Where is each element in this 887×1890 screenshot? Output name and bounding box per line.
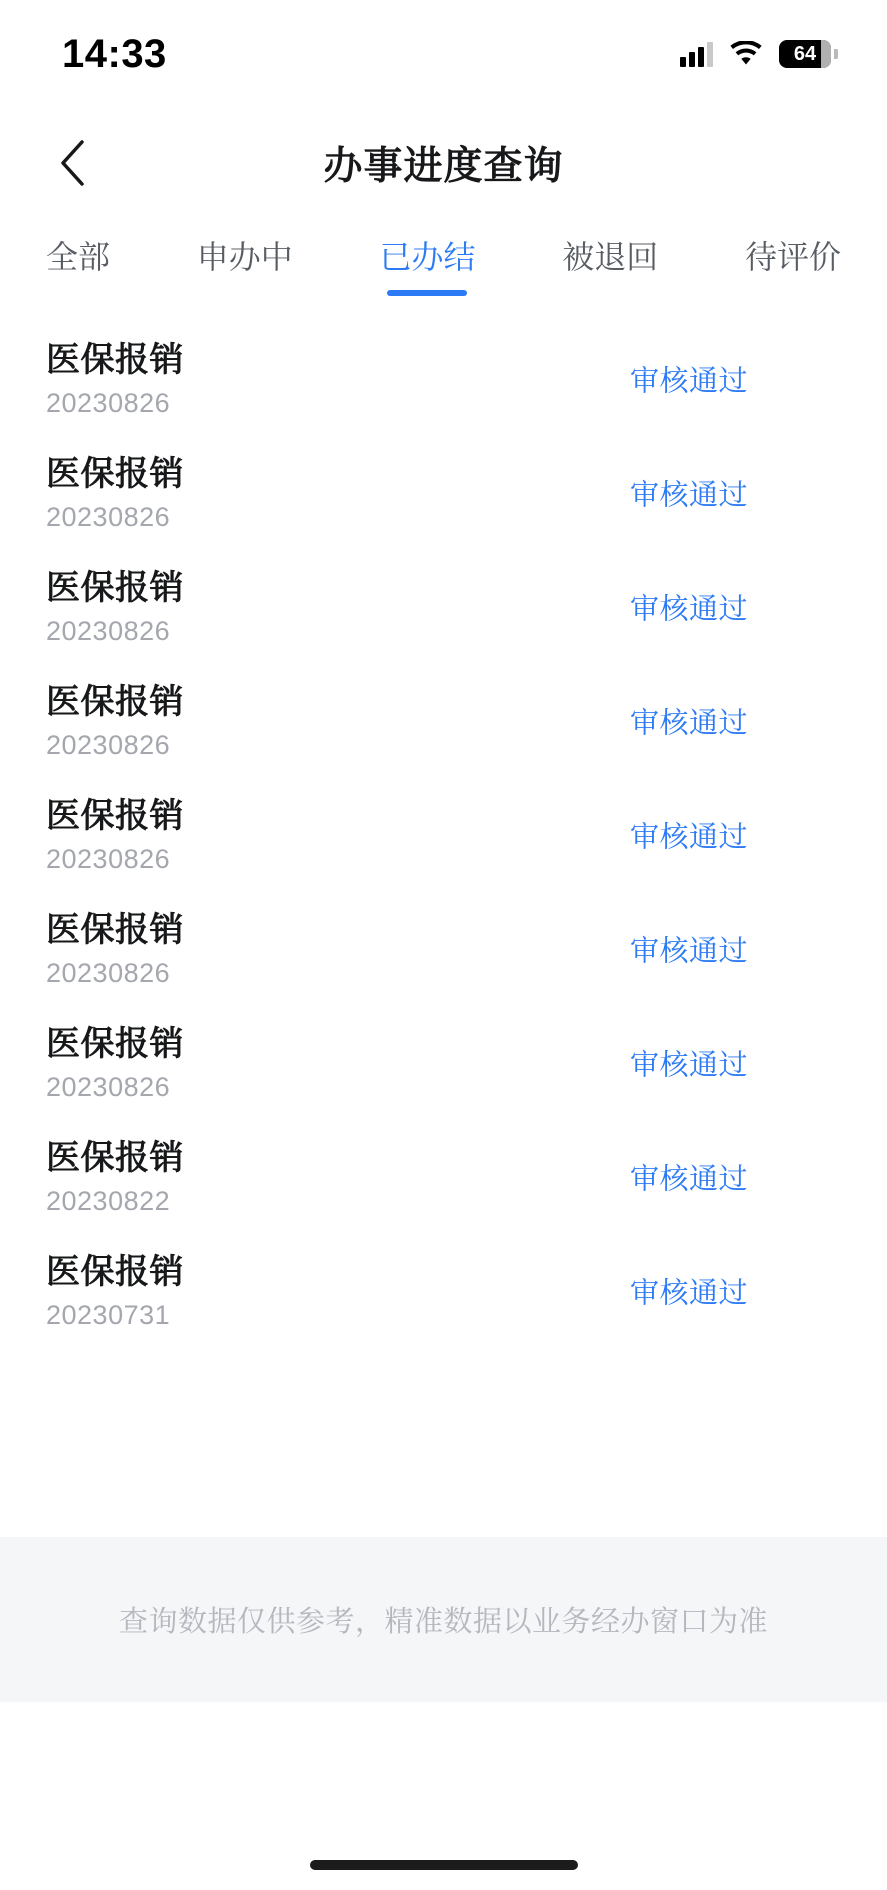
- list-item-title: 医保报销: [46, 341, 184, 380]
- tab-bar: [0, 218, 887, 322]
- tab-returned[interactable]: 被退回: [562, 239, 659, 275]
- tab-completed[interactable]: 已办结: [379, 232, 475, 296]
- list-item-info: [46, 339, 184, 419]
- wifi-icon: [729, 41, 763, 67]
- list-item-title: 医保报销: [46, 569, 184, 608]
- list-item-info: [46, 795, 184, 875]
- list-item-title: 医保报销: [46, 911, 184, 950]
- list-item-info: [46, 453, 184, 533]
- tab-all[interactable]: 全部: [46, 239, 111, 275]
- list-item-title: 医保报销: [46, 683, 184, 722]
- list-item[interactable]: [0, 436, 887, 550]
- list-item-date: 20230826: [46, 843, 171, 874]
- tab-pending-review[interactable]: 待评价: [744, 239, 841, 275]
- battery-icon: [779, 40, 831, 68]
- status-badge: 审核通过: [630, 1277, 749, 1310]
- list-item-info: [46, 1137, 184, 1217]
- back-button[interactable]: [40, 131, 104, 195]
- status-badge: 审核通过: [630, 1049, 749, 1082]
- status-badge: 审核通过: [630, 593, 749, 626]
- list-item[interactable]: [0, 550, 887, 664]
- status-badge: 审核通过: [630, 479, 749, 512]
- list-item-info: [46, 1251, 184, 1331]
- status-badge: 审核通过: [630, 365, 749, 398]
- list-item-info: [46, 909, 184, 989]
- list-item[interactable]: [0, 1006, 887, 1120]
- status-badge: 审核通过: [630, 707, 749, 740]
- status-badge: 审核通过: [630, 821, 749, 854]
- status-badge: 审核通过: [630, 935, 749, 968]
- status-time: 14:33: [62, 31, 167, 76]
- list-item-title: 医保报销: [46, 455, 184, 494]
- status-badge: 审核通过: [630, 1163, 749, 1196]
- status-icons: [680, 40, 831, 68]
- list-item-title: 医保报销: [46, 1025, 184, 1064]
- list-item-date: 20230826: [46, 387, 171, 418]
- battery-level: 64: [793, 42, 817, 65]
- list-item-date: 20230826: [46, 1071, 171, 1102]
- status-bar: [0, 0, 887, 108]
- page-title: 办事进度查询: [323, 145, 564, 188]
- list-item-date: 20230826: [46, 729, 171, 760]
- list-item-info: [46, 567, 184, 647]
- signal-bars-icon: [680, 41, 713, 67]
- list-item[interactable]: [0, 1234, 887, 1348]
- list-item[interactable]: [0, 1120, 887, 1234]
- footer-note: 查询数据仅供参考，精准数据以业务经办窗口为准: [0, 1537, 887, 1702]
- list-item-title: 医保报销: [46, 797, 184, 836]
- list-item[interactable]: [0, 664, 887, 778]
- nav-bar: [0, 108, 887, 218]
- list-item-date: 20230826: [46, 615, 171, 646]
- list-item[interactable]: [0, 322, 887, 436]
- list-item-date: 20230826: [46, 501, 171, 532]
- list-item-date: 20230826: [46, 957, 171, 988]
- progress-list: [0, 322, 887, 1537]
- list-item-info: [46, 681, 184, 761]
- list-item-date: 20230731: [46, 1299, 171, 1330]
- chevron-left-icon: [58, 139, 86, 187]
- list-item-info: [46, 1023, 184, 1103]
- list-item-title: 医保报销: [46, 1139, 184, 1178]
- list-item-date: 20230822: [46, 1185, 171, 1216]
- list-item[interactable]: [0, 778, 887, 892]
- home-indicator[interactable]: [310, 1860, 578, 1870]
- list-item-title: 医保报销: [46, 1253, 184, 1292]
- list-item[interactable]: [0, 892, 887, 1006]
- tab-in-progress[interactable]: 申办中: [196, 239, 293, 275]
